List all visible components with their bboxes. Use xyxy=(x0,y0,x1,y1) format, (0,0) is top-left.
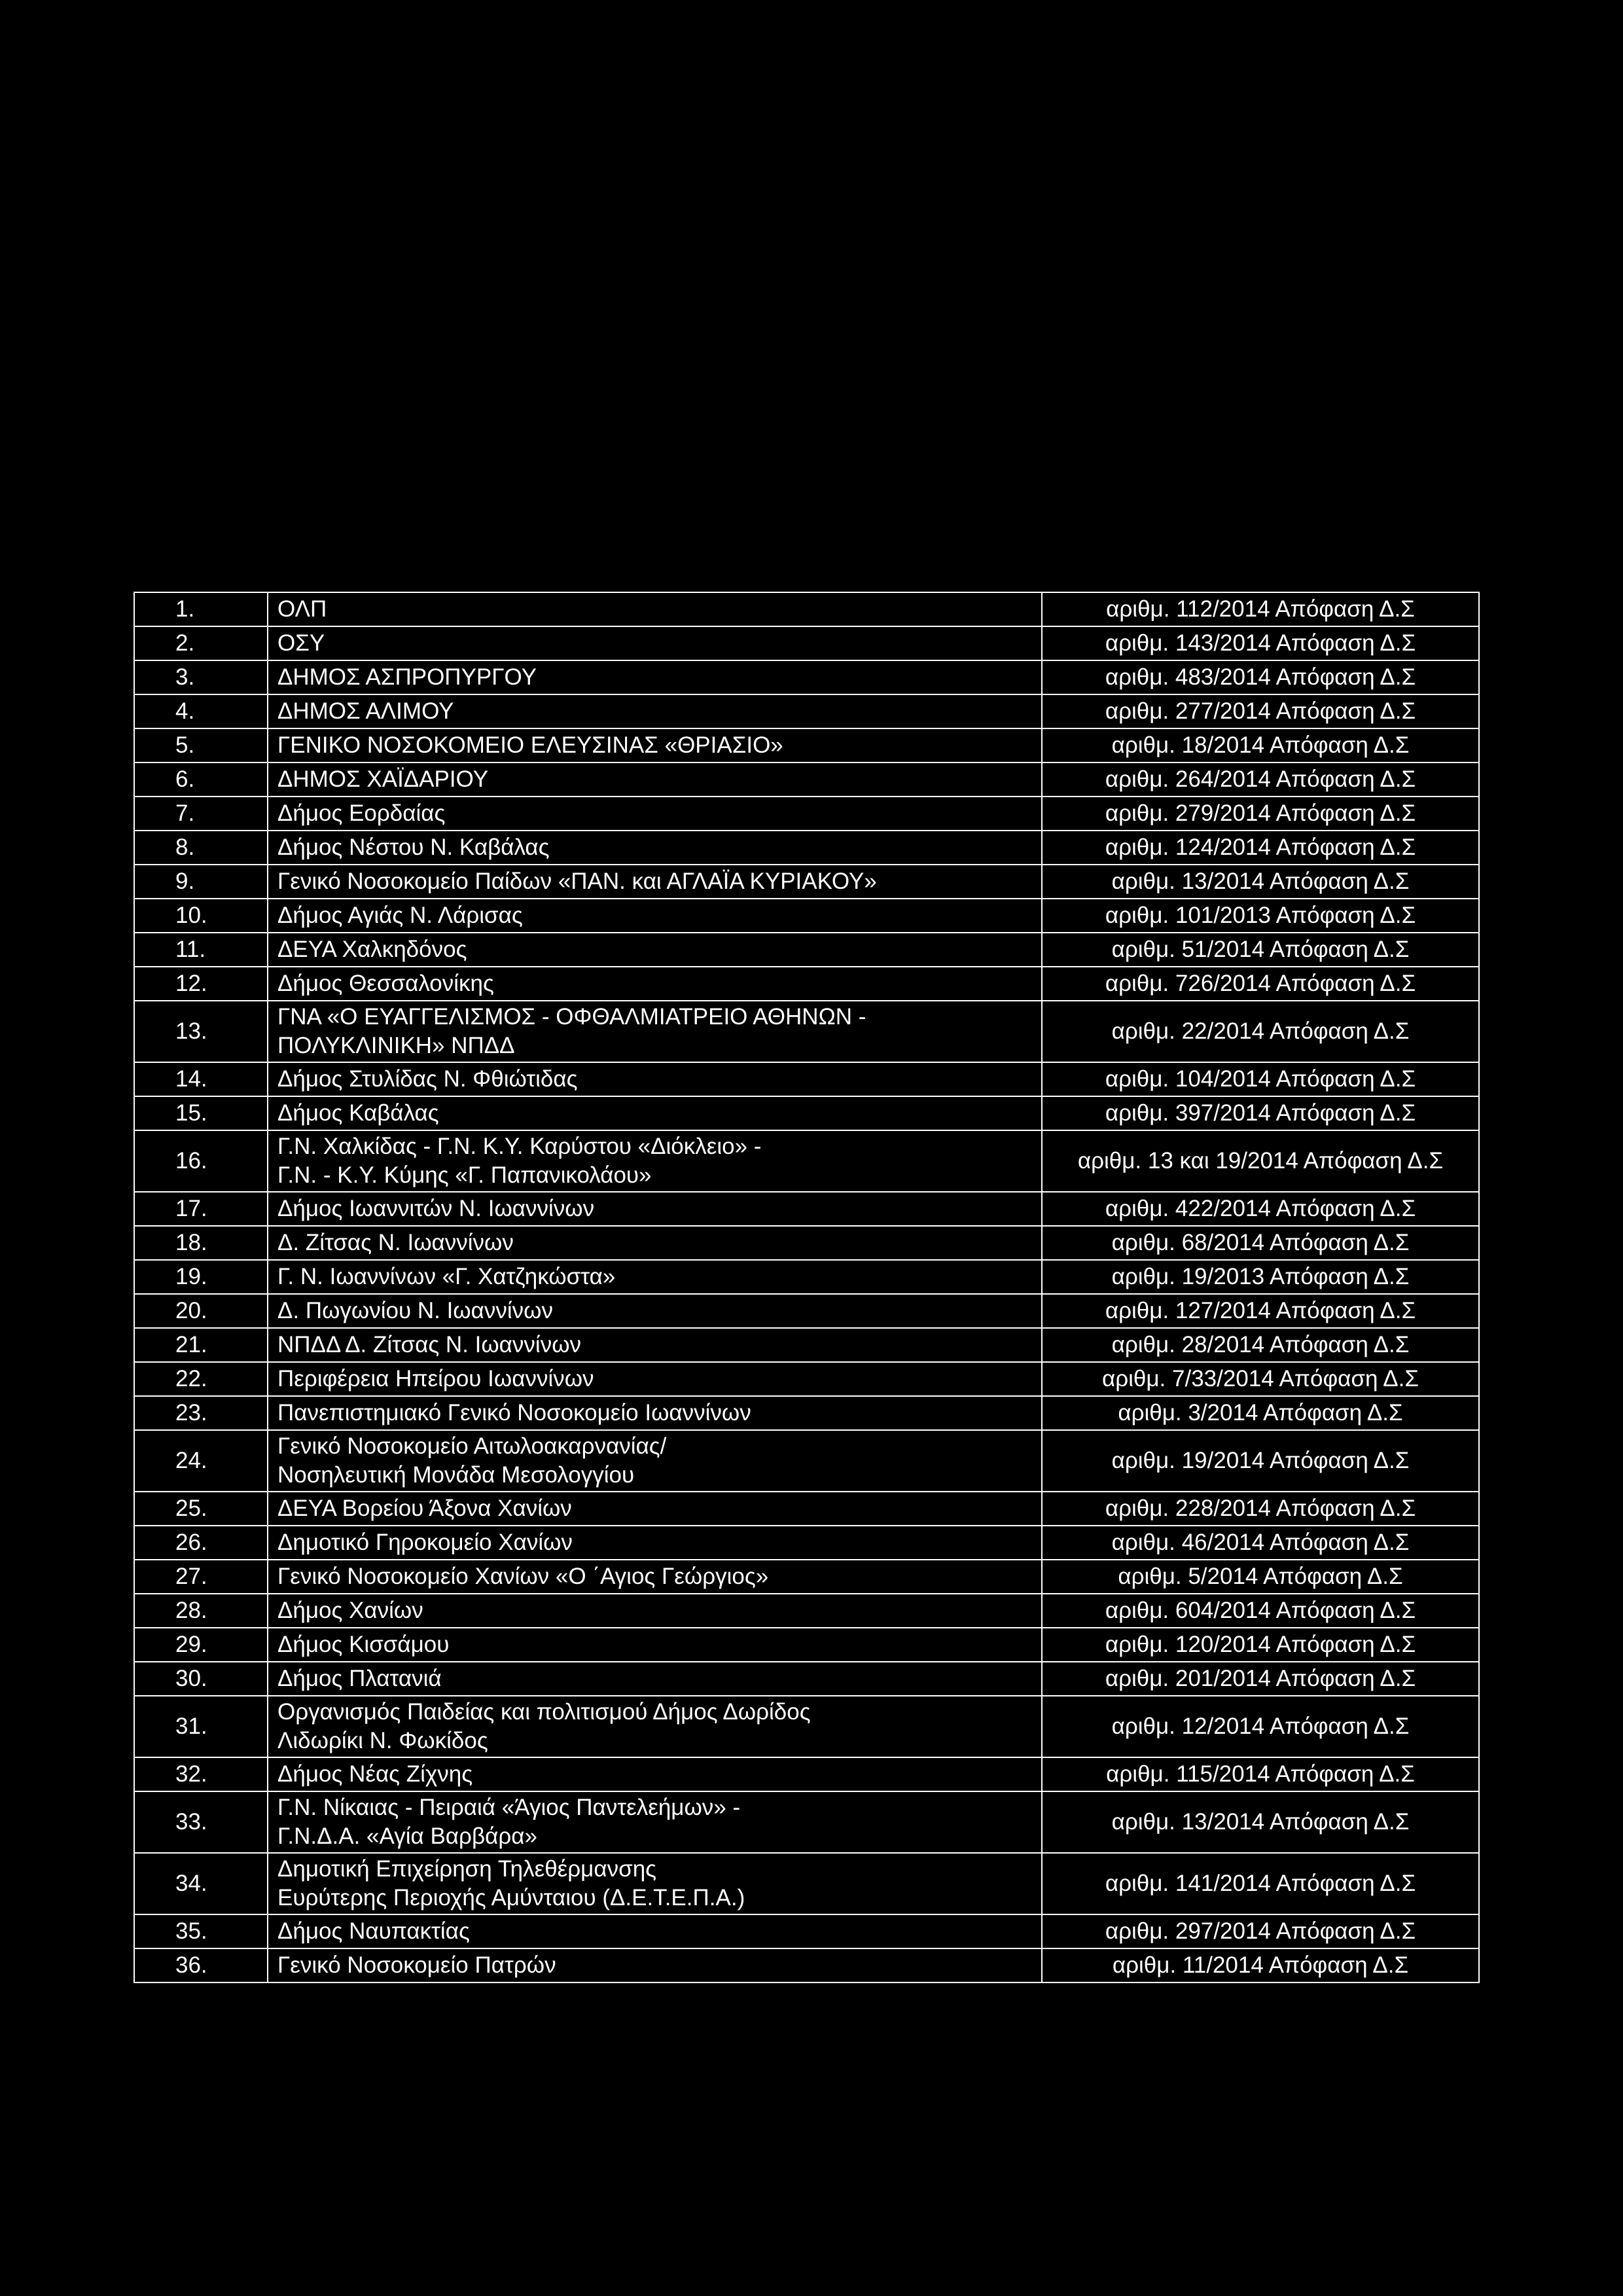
table-row xyxy=(134,1062,1479,1096)
decision-cell: αριθμ. 22/2014 Απόφαση Δ.Σ xyxy=(1042,1001,1479,1062)
row-number-cell: 4. xyxy=(134,694,268,728)
entity-name-cell xyxy=(268,1948,1042,1982)
decision-cell: αριθμ. 277/2014 Απόφαση Δ.Σ xyxy=(1042,694,1479,728)
table-row xyxy=(134,626,1479,660)
row-number-cell: 33. xyxy=(134,1791,268,1853)
entity-name-cell xyxy=(268,1096,1042,1130)
decision-cell: αριθμ. 46/2014 Απόφαση Δ.Σ xyxy=(1042,1526,1479,1560)
row-number-cell: 14. xyxy=(134,1062,268,1096)
entity-name-line: Δήμος Εορδαίας xyxy=(277,800,446,826)
table-row xyxy=(134,1192,1479,1226)
entity-name-line: Γενικό Νοσοκομείο Αιτωλοακαρνανίας/ xyxy=(277,1433,667,1459)
table-row xyxy=(134,1492,1479,1526)
entity-name-cell xyxy=(268,1791,1042,1853)
entity-name-cell xyxy=(268,592,1042,626)
row-number-cell: 8. xyxy=(134,831,268,865)
entity-name-line: ΔΗΜΟΣ ΧΑΪΔΑΡΙΟΥ xyxy=(277,766,489,792)
table-row xyxy=(134,1294,1479,1328)
row-number-cell: 36. xyxy=(134,1948,268,1982)
decision-cell: αριθμ. 51/2014 Απόφαση Δ.Σ xyxy=(1042,933,1479,967)
entity-name-cell xyxy=(268,1492,1042,1526)
table-row xyxy=(134,1226,1479,1260)
decision-cell: αριθμ. 115/2014 Απόφαση Δ.Σ xyxy=(1042,1757,1479,1791)
row-number-cell: 31. xyxy=(134,1696,268,1757)
entity-name-cell xyxy=(268,694,1042,728)
table-row xyxy=(134,1526,1479,1560)
entity-name-line: Λιδωρίκι Ν. Φωκίδος xyxy=(277,1728,488,1753)
row-number-cell: 26. xyxy=(134,1526,268,1560)
entity-name-line: Γ.Ν.Δ.Α. «Αγία Βαρβάρα» xyxy=(277,1823,537,1849)
row-number-cell: 19. xyxy=(134,1260,268,1294)
decision-cell: αριθμ. 143/2014 Απόφαση Δ.Σ xyxy=(1042,626,1479,660)
entity-name-line: ΟΛΠ xyxy=(277,596,327,622)
entity-name-line: Νοσηλευτική Μονάδα Μεσολογγίου xyxy=(277,1462,635,1488)
table-row xyxy=(134,1914,1479,1948)
row-number-cell: 6. xyxy=(134,762,268,797)
table-row xyxy=(134,1791,1479,1853)
entity-name-cell xyxy=(268,899,1042,933)
row-number-cell: 3. xyxy=(134,660,268,694)
table-row xyxy=(134,1948,1479,1982)
table-row xyxy=(134,660,1479,694)
entity-name-cell xyxy=(268,865,1042,899)
table-row xyxy=(134,1757,1479,1791)
entity-name-line: Δήμος Πλατανιά xyxy=(277,1666,442,1691)
entity-name-cell xyxy=(268,1001,1042,1062)
entity-name-line: Δήμος Αγιάς Ν. Λάρισας xyxy=(277,903,523,928)
entity-name-cell xyxy=(268,1260,1042,1294)
entity-name-cell xyxy=(268,626,1042,660)
entity-name-cell xyxy=(268,1430,1042,1492)
row-number-cell: 20. xyxy=(134,1294,268,1328)
row-number-cell: 22. xyxy=(134,1362,268,1396)
entity-name-line: ΟΣΥ xyxy=(277,630,325,656)
entity-name-line: Δήμος Κισσάμου xyxy=(277,1632,450,1657)
table-row xyxy=(134,1096,1479,1130)
entity-name-cell xyxy=(268,1853,1042,1914)
table-row xyxy=(134,1662,1479,1696)
decision-cell: αριθμ. 397/2014 Απόφαση Δ.Σ xyxy=(1042,1096,1479,1130)
entity-name-cell xyxy=(268,1526,1042,1560)
entity-name-line: ΝΠΔΔ Δ. Ζίτσας Ν. Ιωαννίνων xyxy=(277,1332,582,1357)
entity-name-cell xyxy=(268,831,1042,865)
decision-cell: αριθμ. 13/2014 Απόφαση Δ.Σ xyxy=(1042,865,1479,899)
decision-cell: αριθμ. 68/2014 Απόφαση Δ.Σ xyxy=(1042,1226,1479,1260)
entity-name-line: ΓΕΝΙΚΟ ΝΟΣΟΚΟΜΕΙΟ ΕΛΕΥΣΙΝΑΣ «ΘΡΙΑΣΙΟ» xyxy=(277,732,783,758)
row-number-cell: 24. xyxy=(134,1430,268,1492)
table-body xyxy=(134,592,1479,1982)
entity-name-line: Δήμος Ναυπακτίας xyxy=(277,1918,470,1944)
entity-name-line: Δήμος Στυλίδας Ν. Φθιώτιδας xyxy=(277,1066,578,1092)
row-number-cell: 27. xyxy=(134,1560,268,1594)
entity-name-cell xyxy=(268,1696,1042,1757)
row-number-cell: 28. xyxy=(134,1594,268,1628)
entity-name-cell xyxy=(268,1130,1042,1192)
table-row xyxy=(134,865,1479,899)
table-row xyxy=(134,1853,1479,1914)
entity-name-line: Γ. Ν. Ιωαννίνων «Γ. Χατζηκώστα» xyxy=(277,1264,616,1289)
row-number-cell: 30. xyxy=(134,1662,268,1696)
decision-cell: αριθμ. 19/2013 Απόφαση Δ.Σ xyxy=(1042,1260,1479,1294)
decision-cell: αριθμ. 279/2014 Απόφαση Δ.Σ xyxy=(1042,797,1479,831)
entity-name-line: Δημοτική Επιχείρηση Τηλεθέρμανσης xyxy=(277,1856,657,1882)
table-row xyxy=(134,1328,1479,1362)
decision-cell: αριθμ. 228/2014 Απόφαση Δ.Σ xyxy=(1042,1492,1479,1526)
decision-cell: αριθμ. 726/2014 Απόφαση Δ.Σ xyxy=(1042,967,1479,1001)
row-number-cell: 23. xyxy=(134,1396,268,1430)
entity-name-cell xyxy=(268,660,1042,694)
entity-name-line: Δήμος Νέστου Ν. Καβάλας xyxy=(277,834,550,860)
decision-cell: αριθμ. 13 και 19/2014 Απόφαση Δ.Σ xyxy=(1042,1130,1479,1192)
entity-name-cell xyxy=(268,933,1042,967)
decision-cell: αριθμ. 28/2014 Απόφαση Δ.Σ xyxy=(1042,1328,1479,1362)
decisions-table xyxy=(134,592,1480,1983)
entity-name-cell xyxy=(268,1362,1042,1396)
row-number-cell: 35. xyxy=(134,1914,268,1948)
row-number-cell: 18. xyxy=(134,1226,268,1260)
entity-name-cell xyxy=(268,1594,1042,1628)
entity-name-line: Δήμος Καβάλας xyxy=(277,1100,439,1126)
entity-name-cell xyxy=(268,797,1042,831)
decision-cell: αριθμ. 483/2014 Απόφαση Δ.Σ xyxy=(1042,660,1479,694)
entity-name-cell xyxy=(268,762,1042,797)
entity-name-line: ΔΗΜΟΣ ΑΣΠΡΟΠΥΡΓΟΥ xyxy=(277,664,537,690)
entity-name-cell xyxy=(268,1914,1042,1948)
decision-cell: αριθμ. 127/2014 Απόφαση Δ.Σ xyxy=(1042,1294,1479,1328)
entity-name-line: Γ.Ν. Χαλκίδας - Γ.Ν. Κ.Υ. Καρύστου «Διόκλειο» - xyxy=(277,1134,762,1159)
entity-name-cell xyxy=(268,1757,1042,1791)
entity-name-line: Δήμος Θεσσαλονίκης xyxy=(277,971,494,996)
entity-name-line: Οργανισμός Παιδείας και πολιτισμού Δήμος Δωρίδος xyxy=(277,1699,811,1725)
entity-name-line: Γενικό Νοσοκομείο Πατρών xyxy=(277,1952,556,1978)
entity-name-cell xyxy=(268,1396,1042,1430)
entity-name-cell xyxy=(268,728,1042,762)
table-row xyxy=(134,1628,1479,1662)
decision-cell: αριθμ. 5/2014 Απόφαση Δ.Σ xyxy=(1042,1560,1479,1594)
table-row xyxy=(134,1362,1479,1396)
decision-cell: αριθμ. 7/33/2014 Απόφαση Δ.Σ xyxy=(1042,1362,1479,1396)
row-number-cell: 7. xyxy=(134,797,268,831)
entity-name-cell xyxy=(268,1062,1042,1096)
entity-name-cell xyxy=(268,1328,1042,1362)
entity-name-cell xyxy=(268,1226,1042,1260)
decision-cell: αριθμ. 104/2014 Απόφαση Δ.Σ xyxy=(1042,1062,1479,1096)
row-number-cell: 34. xyxy=(134,1853,268,1914)
row-number-cell: 1. xyxy=(134,592,268,626)
entity-name-line: Γενικό Νοσοκομείο Παίδων «ΠΑΝ. και ΑΓΛΑΪΑ ΚΥΡΙΑΚΟΥ» xyxy=(277,869,877,894)
table-row xyxy=(134,1130,1479,1192)
row-number-cell: 11. xyxy=(134,933,268,967)
row-number-cell: 29. xyxy=(134,1628,268,1662)
table-row xyxy=(134,1696,1479,1757)
row-number-cell: 21. xyxy=(134,1328,268,1362)
row-number-cell: 10. xyxy=(134,899,268,933)
row-number-cell: 5. xyxy=(134,728,268,762)
entity-name-line: Περιφέρεια Ηπείρου Ιωαννίνων xyxy=(277,1366,594,1391)
entity-name-line: Γ.Ν. Νίκαιας - Πειραιά «Άγιος Παντελεήμων» - xyxy=(277,1795,741,1820)
row-number-cell: 17. xyxy=(134,1192,268,1226)
decision-cell: αριθμ. 422/2014 Απόφαση Δ.Σ xyxy=(1042,1192,1479,1226)
entity-name-line: Γενικό Νοσοκομείο Χανίων «Ο ΄Αγιος Γεώργιος» xyxy=(277,1564,769,1589)
decision-cell: αριθμ. 112/2014 Απόφαση Δ.Σ xyxy=(1042,592,1479,626)
table-row xyxy=(134,762,1479,797)
entity-name-line: Δήμος Ιωαννιτών Ν. Ιωαννίνων xyxy=(277,1196,595,1221)
row-number-cell: 13. xyxy=(134,1001,268,1062)
entity-name-line: Ευρύτερης Περιοχής Αμύνταιου (Δ.Ε.Τ.Ε.Π.Α.) xyxy=(277,1885,745,1910)
entity-name-cell xyxy=(268,1192,1042,1226)
entity-name-cell xyxy=(268,1662,1042,1696)
entity-name-line: Πανεπιστημιακό Γενικό Νοσοκομείο Ιωαννίνων xyxy=(277,1400,751,1426)
entity-name-line: Δήμος Χανίων xyxy=(277,1598,423,1623)
table-row xyxy=(134,967,1479,1001)
decision-cell: αριθμ. 604/2014 Απόφαση Δ.Σ xyxy=(1042,1594,1479,1628)
table-row xyxy=(134,933,1479,967)
entity-name-line: ΔΗΜΟΣ ΑΛΙΜΟΥ xyxy=(277,698,454,724)
decision-cell: αριθμ. 13/2014 Απόφαση Δ.Σ xyxy=(1042,1791,1479,1853)
decision-cell: αριθμ. 3/2014 Απόφαση Δ.Σ xyxy=(1042,1396,1479,1430)
table-row xyxy=(134,1560,1479,1594)
decision-cell: αριθμ. 11/2014 Απόφαση Δ.Σ xyxy=(1042,1948,1479,1982)
row-number-cell: 2. xyxy=(134,626,268,660)
table-row xyxy=(134,1430,1479,1492)
decision-cell: αριθμ. 18/2014 Απόφαση Δ.Σ xyxy=(1042,728,1479,762)
table-row xyxy=(134,694,1479,728)
row-number-cell: 16. xyxy=(134,1130,268,1192)
entity-name-cell xyxy=(268,1628,1042,1662)
decision-cell: αριθμ. 141/2014 Απόφαση Δ.Σ xyxy=(1042,1853,1479,1914)
table-row xyxy=(134,1594,1479,1628)
decision-cell: αριθμ. 201/2014 Απόφαση Δ.Σ xyxy=(1042,1662,1479,1696)
entity-name-line: ΔΕΥΑ Βορείου Άξονα Χανίων xyxy=(277,1496,572,1521)
decision-cell: αριθμ. 19/2014 Απόφαση Δ.Σ xyxy=(1042,1430,1479,1492)
row-number-cell: 9. xyxy=(134,865,268,899)
table-row xyxy=(134,1260,1479,1294)
table-row xyxy=(134,1001,1479,1062)
entity-name-cell xyxy=(268,967,1042,1001)
decision-cell: αριθμ. 124/2014 Απόφαση Δ.Σ xyxy=(1042,831,1479,865)
entity-name-line: Δ. Ζίτσας Ν. Ιωαννίνων xyxy=(277,1230,514,1255)
row-number-cell: 12. xyxy=(134,967,268,1001)
table-row xyxy=(134,1396,1479,1430)
table-row xyxy=(134,592,1479,626)
decision-cell: αριθμ. 120/2014 Απόφαση Δ.Σ xyxy=(1042,1628,1479,1662)
entity-name-line: ΓΝΑ «Ο ΕΥΑΓΓΕΛΙΣΜΟΣ - ΟΦΘΑΛΜΙΑΤΡΕΙΟ ΑΘΗΝΩΝ - xyxy=(277,1004,866,1030)
entity-name-line: ΔΕΥΑ Χαλκηδόνος xyxy=(277,937,467,962)
entity-name-line: Δημοτικό Γηροκομείο Χανίων xyxy=(277,1530,573,1555)
entity-name-line: ΠΟΛΥΚΛΙΝΙΚΗ» ΝΠΔΔ xyxy=(277,1033,515,1058)
decision-cell: αριθμ. 264/2014 Απόφαση Δ.Σ xyxy=(1042,762,1479,797)
table-row xyxy=(134,797,1479,831)
decision-cell: αριθμ. 101/2013 Απόφαση Δ.Σ xyxy=(1042,899,1479,933)
table-row xyxy=(134,728,1479,762)
row-number-cell: 15. xyxy=(134,1096,268,1130)
entity-name-line: Δ. Πωγωνίου Ν. Ιωαννίνων xyxy=(277,1298,553,1323)
row-number-cell: 25. xyxy=(134,1492,268,1526)
entity-name-cell xyxy=(268,1294,1042,1328)
entity-name-cell xyxy=(268,1560,1042,1594)
decision-cell: αριθμ. 297/2014 Απόφαση Δ.Σ xyxy=(1042,1914,1479,1948)
table-row xyxy=(134,899,1479,933)
decision-cell: αριθμ. 12/2014 Απόφαση Δ.Σ xyxy=(1042,1696,1479,1757)
entity-name-line: Γ.Ν. - Κ.Υ. Κύμης «Γ. Παπανικολάου» xyxy=(277,1162,652,1188)
table-row xyxy=(134,831,1479,865)
entity-name-line: Δήμος Νέας Ζίχνης xyxy=(277,1761,473,1787)
row-number-cell: 32. xyxy=(134,1757,268,1791)
